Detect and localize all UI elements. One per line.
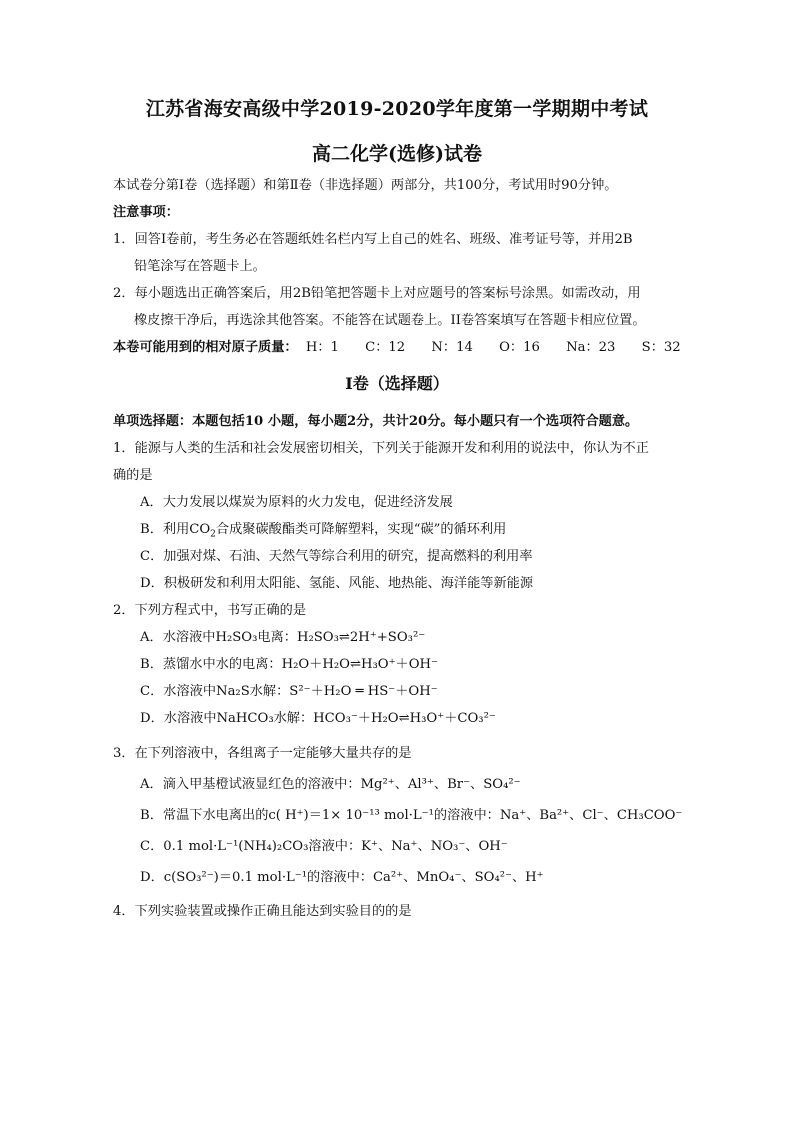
q1-option-b-sub: 2 [210, 529, 216, 540]
atomic-mass-line [113, 339, 703, 357]
q1-stem-cont: 确的是 [113, 468, 153, 483]
notice-item-1-cont: 铅笔涂写在答题卡上。 [134, 259, 266, 274]
q3-option-a: A．滴入甲基橙试液显红色的溶液中：Mg²⁺、Al³⁺、Br⁻、SO₄²⁻ [140, 777, 521, 792]
intro-text: 本试卷分第Ⅰ卷（选择题）和第Ⅱ卷（非选择题）两部分，共100分，考试用时90分钟。 [113, 178, 618, 193]
q2-option-d: D．水溶液中NaHCO₃水解：HCO₃⁻＋H₂O⇌H₃O⁺＋CO₃²⁻ [140, 711, 496, 726]
atomic-mass-n: N：14 [431, 340, 473, 355]
atomic-mass-h: H：1 [305, 340, 339, 355]
q2-option-b: B．蒸馏水中水的电离：H₂O＋H₂O⇌H₃O⁺＋OH⁻ [140, 657, 439, 672]
notice-item-1: 1．回答Ⅰ卷前，考生务必在答题纸姓名栏内写上自己的姓名、班级、准考证号等，并用2B [113, 232, 633, 247]
q1-option-d: D．积极研发和利用太阳能、氢能、风能、地热能、海洋能等新能源 [140, 576, 534, 591]
q2-stem: 2．下列方程式中，书写正确的是 [113, 603, 307, 618]
q1-option-c: C．加强对煤、石油、天然气等综合利用的研究，提高燃料的利用率 [140, 549, 533, 564]
atomic-mass-o: O：16 [499, 340, 540, 355]
notice-item-2-cont: 橡皮擦干净后，再选涂其他答案。不能答在试题卷上。II卷答案填写在答题卡相应位置。 [134, 313, 646, 328]
exam-title: 江苏省海安高级中学2019-2020学年度第一学期期中考试 [145, 98, 649, 120]
q3-stem: 3．在下列溶液中，各组离子一定能够大量共存的是 [113, 746, 412, 761]
q3-option-d: D．c(SO₃²⁻)＝0.1 mol·L⁻¹的溶液中：Ca²⁺、MnO₄⁻、SO₄²⁻、H⁺ [140, 870, 544, 885]
q1-option-b-pre: B．利用CO [140, 522, 211, 537]
notice-heading: 注意事项： [113, 205, 179, 220]
section-instruction: 单项选择题：本题包括10 小题，每小题2分，共计20分。每小题只有一个选项符合题意。 [113, 414, 639, 429]
atomic-mass-c: C：12 [365, 340, 406, 355]
q1-option-b [140, 521, 506, 539]
q1-stem: 1．能源与人类的生活和社会发展密切相关，下列关于能源开发和利用的说法中，你认为不正 [113, 441, 649, 456]
q2-option-c: C．水溶液中Na₂S水解：S²⁻＋H₂O ═ HS⁻＋OH⁻ [140, 684, 438, 699]
notice-item-2: 2．每小题选出正确答案后，用2B铅笔把答题卡上对应题号的答案标号涂黑。如需改动，用 [113, 286, 641, 301]
q3-option-c: C．0.1 mol·L⁻¹(NH₄)₂CO₃溶液中：K⁺、Na⁺、NO₃⁻、OH⁻ [140, 839, 508, 854]
atomic-mass-label: 本卷可能用到的相对原子质量： [113, 340, 298, 355]
q4-stem: 4．下列实验装置或操作正确且能达到实验目的的是 [113, 904, 412, 919]
exam-subtitle: 高二化学(选修)试卷 [312, 143, 482, 165]
q3-option-b: B．常温下水电离出的c( H⁺)＝1× 10⁻¹³ mol·L⁻¹的溶液中：Na⁺、Ba²⁺、Cl⁻、CH₃COO⁻ [140, 808, 683, 823]
q1-option-a: A．大力发展以煤炭为原料的火力发电，促进经济发展 [140, 495, 453, 510]
q2-option-a: A．水溶液中H₂SO₃电离：H₂SO₃⇌2H⁺+SO₃²⁻ [140, 630, 426, 645]
atomic-mass-na: Na：23 [566, 340, 616, 355]
atomic-mass-s: S：32 [641, 340, 681, 355]
q1-option-b-post: 合成聚碳酸酯类可降解塑料，实现“碳”的循环利用 [215, 522, 507, 537]
section-heading: Ⅰ卷（选择题） [345, 374, 449, 393]
